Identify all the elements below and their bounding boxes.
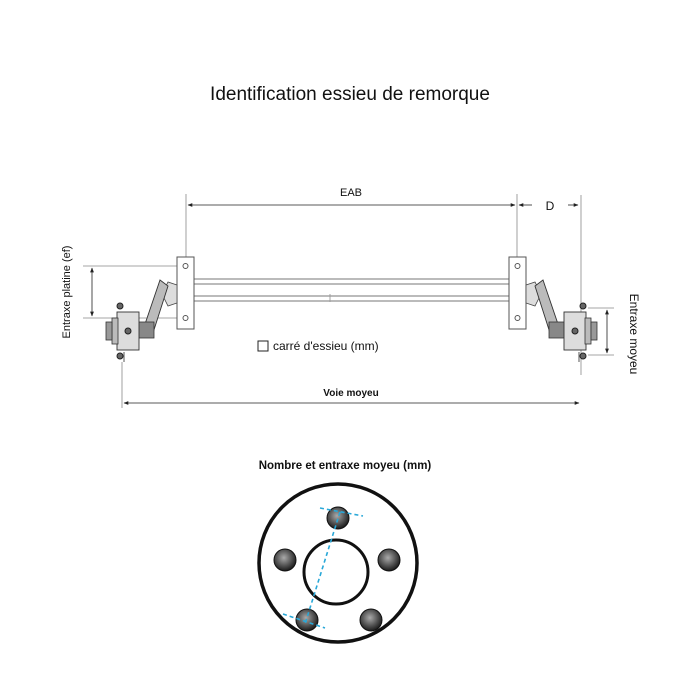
- eab-label: EAB: [339, 187, 363, 199]
- hub-pcd-measure: [283, 508, 363, 628]
- entraxe-moyeu-label: Entraxe moyeu: [627, 293, 641, 375]
- voie-moyeu-dimension: [122, 362, 579, 408]
- d-label: D: [545, 199, 555, 213]
- carre-essieu-label: carré d'essieu (mm): [273, 339, 379, 353]
- entraxe-platine-label: Entraxe platine (ef): [61, 245, 73, 339]
- hub-section-title: Nombre et entraxe moyeu (mm): [258, 460, 432, 472]
- stud-left: [274, 549, 296, 571]
- eab-dimension: [186, 187, 517, 258]
- right-mounting-plate: [509, 257, 541, 329]
- axle-tube: [194, 279, 509, 302]
- right-hub: [535, 280, 597, 362]
- carre-essieu-callout: [258, 339, 379, 353]
- stud-bottom-right: [360, 609, 382, 631]
- page-title: Identification essieu de remorque: [210, 84, 490, 105]
- voie-moyeu-label: Voie moyeu: [323, 388, 379, 399]
- hub-face: [259, 484, 417, 642]
- square-icon: [258, 341, 268, 351]
- left-hub: [106, 280, 168, 362]
- stud-right: [378, 549, 400, 571]
